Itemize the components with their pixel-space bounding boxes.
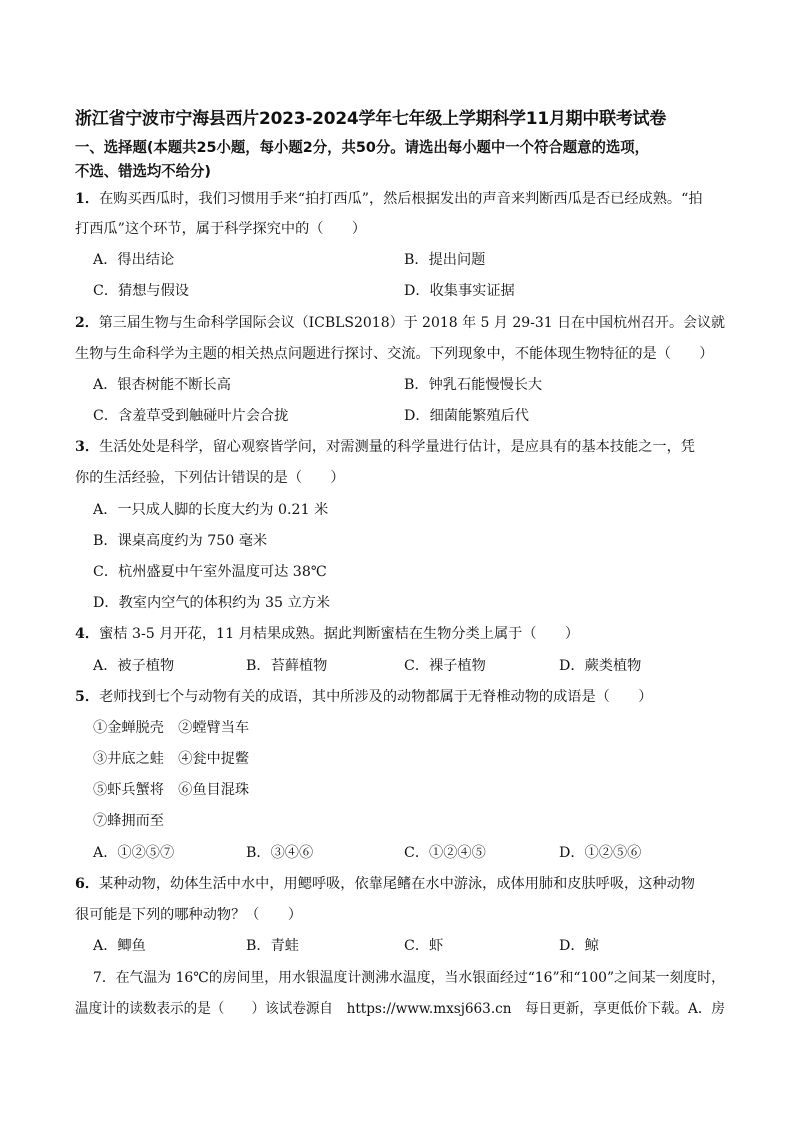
question-3-line1 (75, 436, 695, 456)
q5-idiom-row-1: ①金蝉脱壳 ②螳臂当车 (93, 720, 250, 736)
question-4-line1 (75, 623, 579, 643)
question-7-line1: 7．在气温为 16℃的房间里，用水银温度计测沸水温度，当水银面经过“16”和“100”之间某一刻度时， (93, 970, 725, 986)
question-number: 1． (75, 191, 100, 207)
question-3-line2: 你的生活经验，下列估计错误的是（ ） (75, 470, 345, 486)
question-number: 3． (75, 439, 100, 455)
q5-idiom-row-2: ③井底之蛙 ④瓮中捉鳖 (93, 751, 250, 767)
q5-option-b: B．③④⑥ (246, 845, 314, 861)
question-6-line2: 很可能是下列的哪种动物？（ ） (75, 907, 303, 923)
question-2-line1 (75, 312, 725, 332)
q5-option-d: D．①②⑤⑥ (559, 845, 642, 861)
q2-option-a: A．银杏树能不断长高 (93, 377, 231, 393)
q3-option-c: C．杭州盛夏中午室外温度可达 38℃ (93, 564, 327, 580)
q5-option-c: C．①②④⑤ (404, 845, 486, 861)
q6-option-c: C．虾 (404, 938, 444, 954)
q4-option-a: A．被子植物 (93, 658, 175, 674)
q6-option-a: A．鲫鱼 (93, 938, 146, 954)
page-title: 浙江省宁波市宁海县西片2023-2024学年七年级上学期科学11月期中联考试卷 (75, 109, 667, 129)
q1-option-b: B．提出问题 (404, 252, 486, 268)
q2-option-d: D．细菌能繁殖后代 (404, 408, 529, 424)
q3-option-d: D．教室内空气的体积约为 35 立方米 (93, 595, 331, 611)
question-number: 4． (75, 626, 100, 642)
section-heading-line2: 不选、错选均不给分) (75, 163, 211, 180)
question-6-line1 (75, 873, 695, 893)
question-1-line2: 打西瓜”这个环节，属于科学探究中的（ ） (75, 221, 367, 237)
question-number: 6． (75, 876, 100, 892)
question-5-line1 (75, 686, 652, 706)
question-1-line1 (75, 188, 703, 208)
question-text: 老师找到七个与动物有关的成语，其中所涉及的动物都属于无脊椎动物的成语是（ ） (99, 689, 653, 705)
q6-option-d: D．鲸 (559, 938, 599, 954)
section-heading-line1: 一、选择题(本题共25小题，每小题2分，共50分。请选出每小题中一个符合题意的选项， (75, 139, 649, 156)
question-number: 2． (75, 315, 99, 331)
question-2-line2: 生物与生命科学为主题的相关热点问题进行探讨、交流。下列现象中，不能体现生物特征的是（ ） (75, 346, 714, 362)
question-text: 蜜桔 3-5 月开花，11 月桔果成熟。据此判断蜜桔在生物分类上属于（ ） (99, 626, 580, 642)
q1-option-a: A．得出结论 (93, 252, 175, 268)
q3-option-b: B．课桌高度约为 750 毫米 (93, 533, 268, 549)
question-text: 生活处处是科学，留心观察皆学问，对需测量的科学量进行估计，是应具有的基本技能之一，凭 (99, 439, 695, 455)
q5-option-a: A．①②⑤⑦ (93, 845, 175, 861)
question-7-line2: 温度计的读数表示的是（ ）该试卷源自 https://www.mxsj663.cn 每日更新，享更低价下载。A．房 (75, 1001, 725, 1017)
q5-idiom-row-4: ⑦蜂拥而至 (93, 813, 164, 829)
q5-idiom-row-3: ⑤虾兵蟹将 ⑥鱼目混珠 (93, 782, 250, 798)
q1-option-d: D．收集事实证据 (404, 283, 515, 299)
q1-option-c: C．猜想与假设 (93, 283, 189, 299)
q4-option-b: B．苔藓植物 (246, 658, 328, 674)
question-text: 在购买西瓜时，我们习惯用手来“拍打西瓜”，然后根据发出的声音来判断西瓜是否已经成熟。“拍 (99, 191, 703, 207)
question-number: 5． (75, 689, 100, 705)
q2-option-b: B．钟乳石能慢慢长大 (404, 377, 543, 393)
q4-option-d: D．蕨类植物 (559, 658, 642, 674)
question-text: 第三届生物与生命科学国际会议（ICBLS2018）于 2018 年 5 月 29-31 日在中国杭州召开。会议就 (98, 315, 726, 331)
q6-option-b: B．青蛙 (246, 938, 299, 954)
q2-option-c: C．含羞草受到触碰叶片会合拢 (93, 408, 289, 424)
q4-option-c: C．裸子植物 (404, 658, 486, 674)
question-text: 某种动物，幼体生活中水中，用鳃呼吸，依靠尾鳍在水中游泳，成体用肺和皮肤呼吸，这种动物 (99, 876, 695, 892)
q3-option-a: A．一只成人脚的长度大约为 0.21 米 (93, 502, 329, 518)
